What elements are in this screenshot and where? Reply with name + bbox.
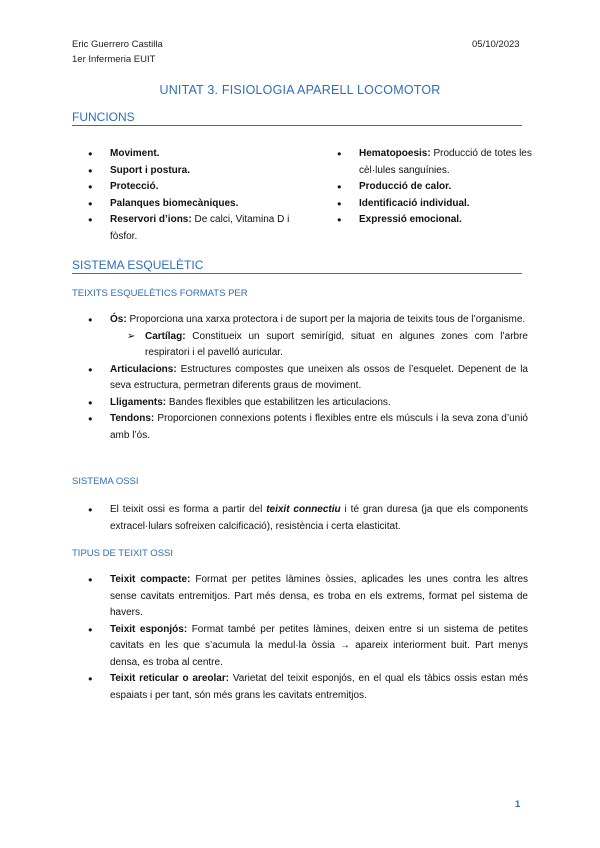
- list-item: ● Identificació individual.: [359, 196, 534, 213]
- funcions-list-right: [359, 146, 534, 229]
- header-date: 05/10/2023: [472, 39, 520, 50]
- funcions-list-left: [110, 146, 315, 245]
- page-title: UNITAT 3. FISIOLOGIA APARELL LOCOMOTOR: [159, 83, 441, 97]
- list-item: ● Teixit esponjós: Format també per petites làmines, deixen entre si un sistema de petites cavitats en les que s’acumula la medul·la òssia → apareix interiorment buit. Part menys densa, es troba al centre.: [110, 622, 528, 672]
- list-item: ● Lligaments: Bandes flexibles que estabilitzen les articulacions.: [110, 395, 528, 412]
- header-author: Eric Guerrero Castilla: [72, 39, 163, 50]
- list-item: ● Moviment.: [110, 146, 315, 163]
- list-item: ● Tendons: Proporcionen connexions potents i flexibles entre els músculs i la seva zona d’unió amb l’ós.: [110, 411, 528, 444]
- subheading-teixits: TEIXITS ESQUELÈTICS FORMATS PER: [72, 288, 248, 299]
- section-heading-sistema-esqueletic: SISTEMA ESQUELÈTIC: [72, 258, 522, 274]
- list-item: ● Expressió emocional.: [359, 212, 534, 229]
- list-item: ● Teixit reticular o areolar: Varietat del teixit esponjós, en el qual els tàbics ossis estan més espaiats i per tant, són més grans les cavitats entremitjos.: [110, 671, 528, 704]
- sistema-ossi-list: [110, 502, 528, 535]
- list-item: ● Ós: Proporciona una xarxa protectora i de suport per la majoria de teixits tous de l’organisme.: [110, 312, 528, 329]
- tipus-list: [110, 572, 528, 704]
- teixits-list: [110, 312, 528, 444]
- list-item: ● El teixit ossi es forma a partir del teixit connectiu i té gran duresa (ja que els components extracel·lulars sofreixen calcificació), resistència i certa elasticitat.: [110, 502, 528, 535]
- list-item: ● Producció de calor.: [359, 179, 534, 196]
- list-item: ● Hematopoesis: Producció de totes les cèl·lules sanguínies.: [359, 146, 534, 179]
- header-course: 1er Infermeria EUIT: [72, 54, 156, 65]
- list-item-sub: ➢ Cartílag: Constitueix un suport semirígid, situat en algunes zones com l’arbre respiratori i el pavelló auricular.: [145, 329, 528, 362]
- section-heading-funcions: FUNCIONS: [72, 110, 522, 126]
- emphasis-teixit-connectiu: teixit connectiu: [266, 504, 341, 515]
- list-item: ● Protecció.: [110, 179, 315, 196]
- subheading-sistema-ossi: SISTEMA OSSI: [72, 476, 139, 487]
- list-item: ● Articulacions: Estructures compostes que uneixen als ossos de l’esquelet. Depenent de la seva estructura, permetran diferents graus de moviment.: [110, 362, 528, 395]
- list-item: ● Teixit compacte: Format per petites làmines òssies, aplicades les unes contra les altres sense cavitats entremitjos. Part més densa, es troba en els extrems, format pel sistema de havers.: [110, 572, 528, 622]
- list-item: ● Palanques biomecàniques.: [110, 196, 315, 213]
- list-item: ● Reservori d’ions: De calci, Vitamina D i fòsfor.: [110, 212, 315, 245]
- subheading-tipus: TIPUS DE TEIXIT OSSI: [72, 548, 174, 559]
- list-item: ● Suport i postura.: [110, 163, 315, 180]
- page-number: 1: [515, 799, 521, 810]
